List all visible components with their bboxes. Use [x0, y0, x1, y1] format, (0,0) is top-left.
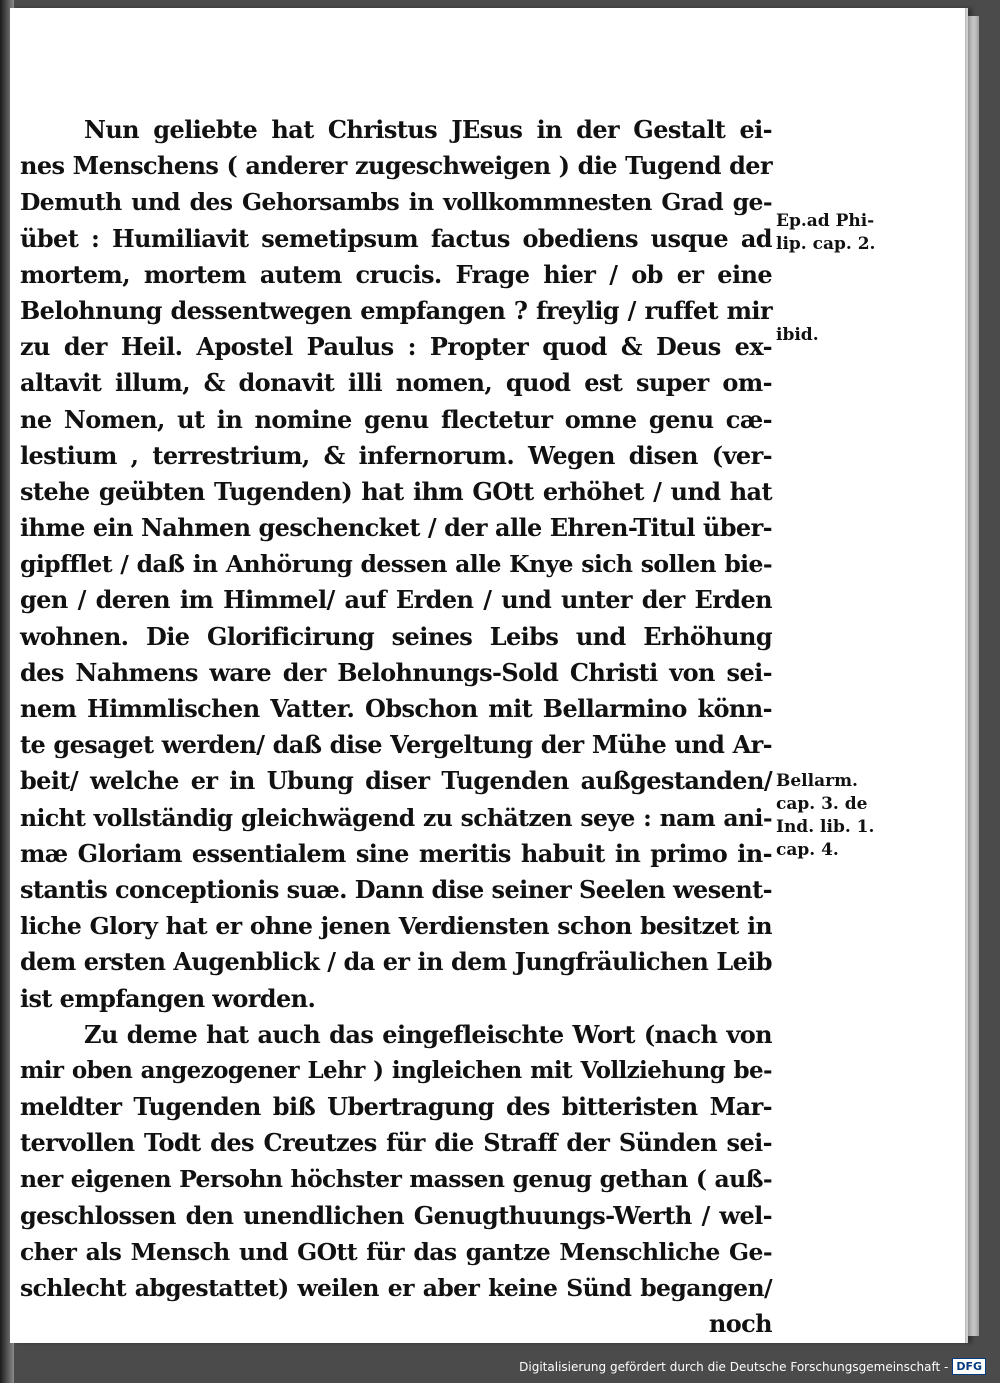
text-line: ne Nomen, ut in nomine genu flectetur omne genu cæ- — [20, 404, 772, 434]
text-line: lestium , terrestrium, & infernorum. Wegen disen (ver- — [20, 440, 772, 470]
text-line: mortem, mortem autem crucis. Frage hier / ob er eine — [20, 259, 772, 289]
credit-text: Digitalisierung gefördert durch die Deutsche Forschungsgemeinschaft - — [519, 1359, 949, 1374]
dfg-logo: DFG — [952, 1358, 986, 1375]
text-line: te gesaget werden/ daß dise Vergeltung der Mühe und Ar- — [20, 730, 772, 760]
text-line: altavit illum, & donavit illi nomen, quod est super om- — [20, 368, 772, 398]
text-line: mir oben angezogener Lehr ) ingleichen mit Vollziehung be- — [20, 1056, 772, 1084]
text-line: nem Himmlischen Vatter. Obschon mit Bellarmino könn- — [20, 694, 772, 723]
text-line: cher als Mensch und GOtt für das gantze Menschliche Ge- — [20, 1237, 772, 1266]
text-line: ihme ein Nahmen geschencket / der alle Ehren-Titul über- — [20, 513, 772, 543]
text-line: Demuth und des Gehorsambs in vollkommnesten Grad ge- — [20, 188, 772, 217]
text-line: wohnen. Die Glorificirung seines Leibs und Erhöhung — [20, 621, 772, 651]
text-line: meldter Tugenden biß Ubertragung des bitteristen Mar- — [20, 1092, 772, 1122]
text-line: gen / deren im Himmel/ auf Erden / und unter der Erden — [20, 585, 772, 615]
text-line: stehe geübten Tugenden) hat ihm GOtt erhöhet / und hat — [20, 476, 772, 506]
text-line: übet : Humiliavit semetipsum factus obediens usque ad — [20, 223, 772, 253]
text-line: schlecht abgestattet) weilen er aber keine Sünd begangen/ — [20, 1274, 772, 1302]
text-line: geschlossen den unendlichen Genugthuungs-Werth / wel- — [20, 1200, 772, 1230]
text-line: ner eigenen Persohn höchster massen genug gethan ( auß- — [20, 1165, 772, 1194]
text-line: gipfflet / daß in Anhörung dessen alle Knye sich sollen bie- — [20, 550, 772, 579]
text-line: des Nahmens ware der Belohnungs-Sold Christi von sei- — [20, 657, 772, 687]
text-line: ist empfangen worden. — [20, 983, 316, 1013]
text-line: liche Glory hat er ohne jenen Verdiensten schon besitzet in — [20, 912, 772, 941]
text-line: dem ersten Augenblick / da er in dem Jungfräulichen Leib — [20, 947, 772, 977]
margin-note-bellarmine: Bellarm. cap. 3. de Ind. lib. 1. cap. 4. — [776, 771, 875, 860]
margin-note-epistle: Ep.ad Phi- lip. cap. 2. — [776, 211, 876, 254]
text-line: Belohnung dessentwegen empfangen ? freylig / ruffet mir — [20, 295, 772, 325]
text-line: mæ Gloriam essentialem sine meritis habuit in primo in- — [20, 838, 772, 868]
catchword: noch — [708, 1309, 772, 1339]
text-line: zu der Heil. Apostel Paulus : Propter quod & Deus ex- — [20, 332, 772, 362]
text-line: stantis conceptionis suæ. Dann dise seiner Seelen wesent- — [20, 874, 772, 904]
text-line: Zu deme hat auch das eingefleischte Wort (nach von — [84, 1019, 772, 1049]
body-text — [20, 112, 772, 1342]
text-line: Nun geliebte hat Christus JEsus in der Gestalt ei- — [84, 115, 772, 144]
text-line: nes Menschens ( anderer zugeschweigen ) die Tugend der — [20, 151, 772, 181]
text-line: nicht vollständig gleichwägend zu schätzen seye : nam ani- — [20, 803, 772, 832]
digitization-credit — [519, 1358, 986, 1375]
text-line: beit/ welche er in Ubung diser Tugenden außgestanden/ — [20, 766, 772, 796]
page-edge — [965, 16, 979, 1336]
margin-note-ibid: ibid. — [776, 325, 819, 345]
text-line: tervollen Todt des Creutzes für die Straff der Sünden sei- — [20, 1128, 772, 1158]
